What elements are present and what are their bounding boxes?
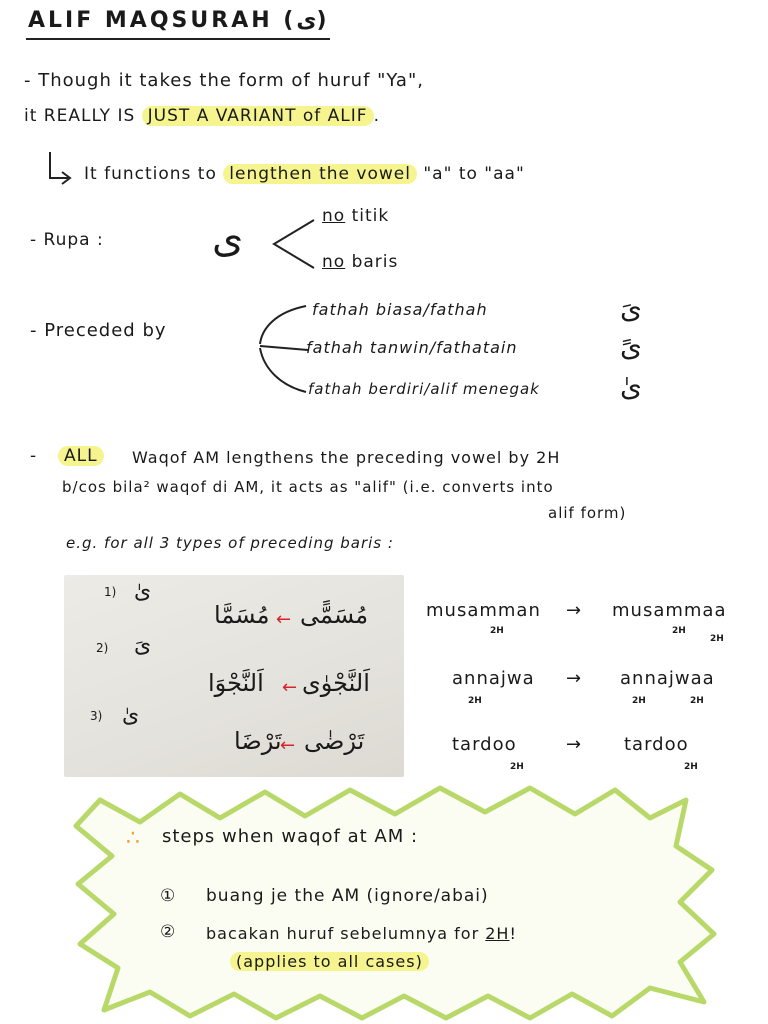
variant-of-alif-highlight: JUST A VARIANT of ALIF — [142, 106, 374, 126]
example-2-result: اَلنَّجْوَا — [208, 669, 264, 697]
rupa-item-2-no: no — [322, 252, 346, 272]
example-3-to: tardoo — [624, 734, 689, 755]
waqof-line-3: alif form) — [548, 504, 627, 522]
steps-note-highlight: (applies to all cases) — [230, 952, 429, 971]
step-2-num: ② — [160, 922, 177, 942]
rupa-item-1-no: no — [322, 206, 346, 226]
preceded-item-2: fathah tanwin/fathatain — [306, 338, 518, 357]
example-3-source: تَرْضٰى — [304, 727, 365, 755]
intro-line-3-suffix: "a" to "aa" — [423, 164, 525, 184]
example-1-to-badge-2: 2H — [710, 634, 724, 644]
example-3-from-badge: 2H — [510, 762, 524, 772]
preceded-mark-3: ىٰ — [620, 370, 642, 403]
example-2-num: 2) — [96, 641, 109, 655]
waqof-dash: - — [30, 446, 38, 466]
example-2-arrow: → — [566, 668, 583, 689]
rupa-item-1-rest: titik — [351, 206, 390, 226]
rupa-glyph: ى — [212, 216, 244, 262]
intro-line-1: - Though it takes the form of huruf "Ya", — [24, 70, 424, 91]
example-3-num: 3) — [90, 709, 103, 723]
intro-line-2-prefix: it REALLY IS — [24, 106, 136, 126]
therefore-icon: ∴ — [126, 826, 140, 851]
example-3-from: tardoo — [452, 734, 517, 755]
step-2-prefix: bacakan huruf sebelumnya for — [206, 924, 480, 943]
example-1-arrow: → — [566, 600, 583, 621]
rupa-item-2-rest: baris — [351, 252, 399, 272]
step-1-num: ① — [160, 886, 177, 906]
example-1-to-badge-1: 2H — [672, 626, 686, 636]
example-2-to-badge-1: 2H — [632, 696, 646, 706]
example-1-source: مُسَمًّى — [300, 601, 369, 629]
intro-line-3-prefix: It functions to — [84, 164, 217, 184]
lengthen-vowel-highlight: lengthen the vowel — [223, 164, 417, 184]
preceded-label: - Preceded by — [30, 320, 167, 341]
preceded-mark-2: ىً — [620, 330, 642, 363]
example-3-result: تَرْضَا — [234, 727, 282, 755]
example-intro: e.g. for all 3 types of preceding baris : — [66, 534, 394, 552]
step-2-text — [206, 924, 517, 943]
example-2-from-badge: 2H — [468, 696, 482, 706]
example-1-to: musammaa — [612, 600, 727, 621]
example-1-from: musamman — [426, 600, 541, 621]
preceded-item-1: fathah biasa/fathah — [312, 300, 488, 319]
preceded-item-3: fathah berdiri/alif menegak — [308, 380, 540, 398]
example-2-to: annajwaa — [620, 668, 715, 689]
waqof-line-1: Waqof AM lengthens the preceding vowel by 2H — [132, 448, 561, 467]
example-1-num: 1) — [104, 585, 117, 599]
step-2-2h: 2H — [485, 924, 510, 943]
all-highlight: ALL — [58, 446, 104, 466]
step-1-text: buang je the AM (ignore/abai) — [206, 886, 489, 906]
example-2-mark: ىَ — [134, 633, 152, 658]
page-title: ALIF MAQSURAH (ى) — [28, 8, 330, 33]
example-3-arrow: → — [566, 734, 583, 755]
waqof-line-2: b/cos bila² waqof di AM, it acts as "alif" (i.e. converts into — [62, 478, 554, 496]
example-2-source: اَلنَّجْوٰى — [302, 669, 370, 697]
step-2-suffix: ! — [509, 924, 517, 943]
example-1-mark: ىٰ — [134, 579, 152, 604]
example-3-to-badge: 2H — [684, 762, 698, 772]
example-2-to-badge-2: 2H — [690, 696, 704, 706]
example-3-arrow-icon: ← — [280, 735, 296, 756]
rupa-label: - Rupa : — [30, 230, 104, 250]
example-1-result: مُسَمَّا — [214, 601, 270, 629]
example-2-from: annajwa — [452, 668, 535, 689]
intro-line-2-suffix: . — [373, 106, 380, 126]
example-2-arrow-icon: ← — [282, 677, 298, 698]
example-1-from-badge: 2H — [490, 626, 504, 636]
preceded-mark-1: ىَ — [620, 292, 642, 325]
example-3-mark: ىٰ — [122, 703, 140, 728]
example-1-arrow-icon: ← — [276, 609, 292, 630]
steps-title: steps when waqof at AM : — [162, 826, 419, 847]
